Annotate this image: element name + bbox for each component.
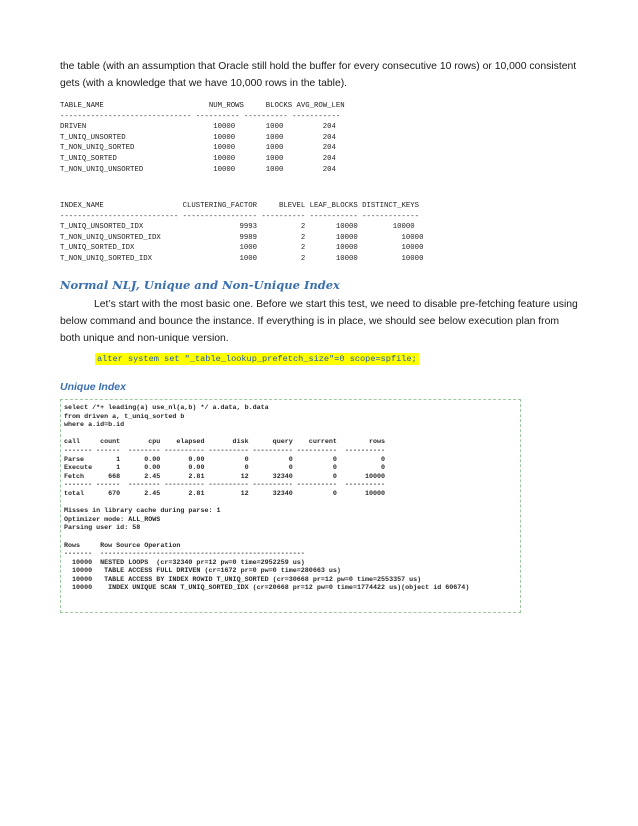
table-stats-output: TABLE_NAME NUM_ROWS BLOCKS AVG_ROW_LEN ------------------------------ ---------- ---------- ----------- DRIVEN 10000 1000 204 T_UNIQ_UNSORTED 10000 1000 204 T_NON_UNIQ_SORTED 10000 1000 204 T_UNIQ_SORTED 10000 1000 204 T_NON_UNIQ_UNSORTED 10000 1000 204 [60,102,345,174]
setup-paragraph: Let’s start with the most basic one. Before we start this test, we need to disable pre-fetching feature using below command and bounce the instance. If everything is in place, we should see below execution plan from both unique and non-unique version. [60,299,578,344]
index-stats-output: INDEX_NAME CLUSTERING_FACTOR BLEVEL LEAF_BLOCKS DISTINCT_KEYS --------------------------- ----------------- ---------- ----------- ------------- T_UNIQ_UNSORTED_IDX 9993 2 10000 10000 T_NON_UNIQ_UNSORTED_IDX 9989 2 10000 10000 T_UNIQ_SORTED_IDX 1000 2 10000 10000 T_NON_UNIQ_SORTED_IDX 1000 2 10000 10000 [60,202,424,263]
tkprof-trace-output: select /*+ leading(a) use_nl(a,b) */ a.data, b.data from driven a, t_uniq_sorted b where a.id=b.id call count cpu elapsed disk query current rows ------- ------ -------- ---------- ---------- ---------- ---------- ---------- Parse 1 0.00 0.00 0 0 0 0 Execute 1 0.00 0.00 0 0 0 0 Fetch 668 2.45 2.81 12 32340 0 10000 ------- ------ -------- ---------- ---------- ---------- ---------- ---------- total 670 2.45 2.81 12 32340 0 10000 Misses in library cache during parse: 1 Optimizer mode: ALL_ROWS Parsing user id: 58 Rows Row Source Operation ------- --------------------------------------------------- 10000 NESTED LOOPS (cr=32340 pr=12 pw=0 time=2952259 us) 10000 TABLE ACCESS FULL DRIVEN (cr=1672 pr=0 pw=0 time=280663 us) 10000 TABLE ACCESS BY INDEX ROWID T_UNIQ_SORTED (cr=30668 pr=12 pw=0 time=2553357 us) 10000 INDEX UNIQUE SCAN T_UNIQ_SORTED_IDX (cr=20668 pr=12 pw=0 time=1774422 us)(object id 60674) [64,404,470,593]
section-heading: Normal NLJ, Unique and Non-Unique Index [60,278,340,292]
intro-paragraph: the table (with an assumption that Oracle still hold the buffer for every consecutive 10 rows) or 10,000 consistent gets (with a knowledge that we have 10,000 rows in the table). [60,61,577,89]
tkprof-trace-box [60,399,521,613]
unique-index-subheading: Unique Index [60,381,126,393]
alter-system-command: alter system set "_table_lookup_prefetch_size"=0 scope=spfile; [97,354,417,364]
